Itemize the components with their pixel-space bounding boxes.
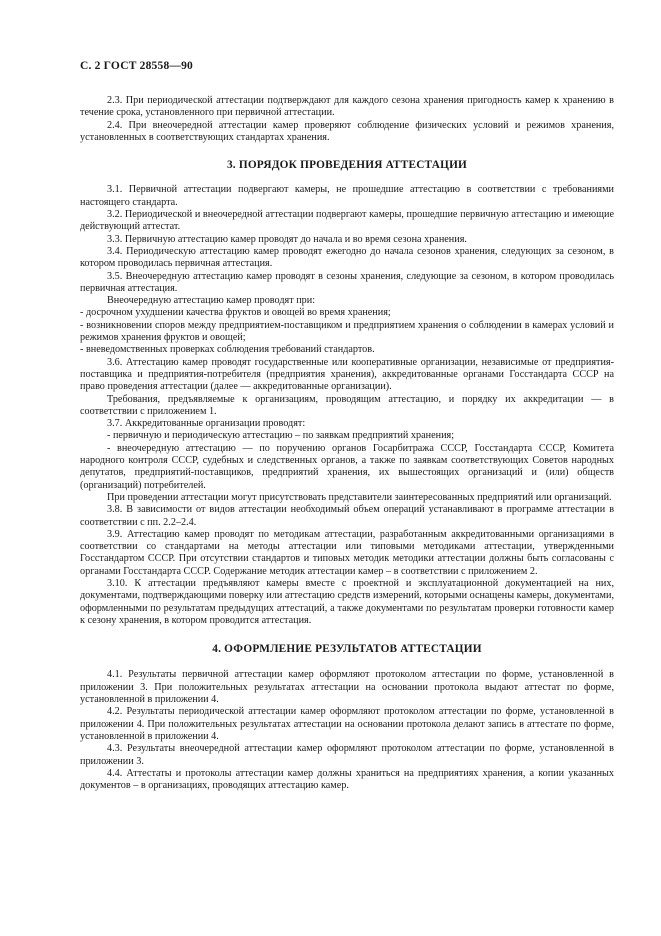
paragraph-3-5: 3.5. Внеочередную аттестацию камер проводят в сезоны хранения, следующие за сезоном, в котором проводилась первичная аттестация.	[80, 270, 614, 294]
paragraph-3-5-intro: Внеочередную аттестацию камер проводят при:	[107, 295, 316, 307]
paragraph-2-3: 2.3. При периодической аттестации подтверждают для каждого сезона хранения пригодность камер к хранению в течение срока, установленного при первичной аттестации.	[80, 95, 614, 119]
section-4-title: 4. ОФОРМЛЕНИЕ РЕЗУЛЬТАТОВ АТТЕСТАЦИИ	[212, 643, 482, 656]
document-body	[80, 95, 614, 792]
list-item: - возникновении споров между предприятием-поставщиком и предприятием хранения о соблюдении в камерах условий и режимов хранения фруктов и овощей;	[80, 319, 614, 344]
list-item: - досрочном ухудшении качества фруктов и овощей во время хранения;	[80, 307, 391, 319]
list-item: - первичную и периодическую аттестацию – по заявкам предприятий хранения;	[107, 430, 455, 442]
paragraph-3-7-note: При проведении аттестации могут присутствовать представители заинтересованных предприятий или организаций.	[107, 491, 612, 503]
paragraph-4-4: 4.4. Аттестаты и протоколы аттестации камер должны храниться на предприятиях хранения, а копии указанных документов – в организациях, проводящих аттестацию камер.	[80, 767, 614, 792]
section-3-title: 3. ПОРЯДОК ПРОВЕДЕНИЯ АТТЕСТАЦИИ	[226, 159, 468, 172]
paragraph-3-8: 3.8. В зависимости от видов аттестации необходимый объем операций устанавливают в программе аттестации в соответствии с пп. 2.2–2.4.	[80, 504, 614, 528]
paragraph-3-6: 3.6. Аттестацию камер проводят государственные или кооперативные организации, независимые от предприятия-поставщика и предприятия-потребителя (предприятия хранения), аккредитованные органами Госстандарта СССР на право проведения аттестации (далее — аккредитованные организации).	[80, 356, 614, 393]
paragraph-4-2: 4.2. Результаты периодической аттестации камер оформляют протоколом аттестации по форме, установленной в приложении 4. При положительных результатах аттестации на основании протокола делают запись в аттестате по форме, установленной в приложении 4.	[80, 706, 614, 742]
page-header: С. 2 ГОСТ 28558—90	[80, 60, 193, 72]
paragraph-3-2: 3.2. Периодической и внеочередной аттестации подвергают камеры, прошедшие первичную аттестацию и имеющие действующий аттестат.	[80, 209, 614, 233]
paragraph-3-6-requirements: Требования, предъявляемые к организациям, проводящим аттестацию, и порядку их аккредитации — в соответствии с приложением 1.	[80, 393, 614, 417]
paragraph-3-4: 3.4. Периодическую аттестацию камер проводят ежегодно до начала сезонов хранения, следующих за сезоном, в котором проводилась первичная аттестация.	[80, 245, 614, 270]
paragraph-3-1: 3.1. Первичной аттестации подвергают камеры, не прошедшие аттестацию в соответствии с требованиями настоящего стандарта.	[80, 184, 614, 208]
list-item: - внеочередную аттестацию — по поручению органов Госарбитража СССР, Госстандарта СССР, Комитета народного контроля СССР, судебных и следственных органов, а также по заявкам соответствующих Советов народных депутатов, предприятий-поставщиков, предприятий хранения, их вышестоящих организаций и (или) обществ (организаций) потребителей.	[80, 442, 614, 491]
list-item: - вневедомственных проверках соблюдения требований стандартов.	[80, 344, 375, 356]
paragraph-3-9: 3.9. Аттестацию камер проводят по методикам аттестации, разработанным аккредитованными организациями в соответствии со стандартами на методы аттестации или типовыми методиками аттестации, утвержденными Госстандартом СССР. При отсутствии стандартов и типовых методик методики аттестации должны быть согласованы с органами Госстандарта СССР. Содержание методик аттестации камер – в соответствии с приложением 2.	[80, 528, 614, 577]
paragraph-3-3: 3.3. Первичную аттестацию камер проводят до начала и во время сезона хранения.	[107, 233, 467, 245]
paragraph-3-10: 3.10. К аттестации предъявляют камеры вместе с проектной и эксплуатационной документацией на них, документами, подтверждающими поверку или аттестацию средств измерений, которыми оснащены камеры, документами, оформленными по результатам предыдущих аттестаций, а также документами по результатам проверки готовности камер к сезону хранения, в котором проводится аттестация.	[80, 577, 614, 626]
paragraph-4-1: 4.1. Результаты первичной аттестации камер оформляют протоколом аттестации по форме, установленной в приложении 3. При положительных результатах аттестации на основании протокола выдают аттестат по форме, установленной в приложении 4.	[80, 669, 614, 706]
paragraph-4-3: 4.3. Результаты внеочередной аттестации камер оформляют протоколом аттестации по форме, установленной в приложении 3.	[80, 743, 614, 767]
paragraph-3-7: 3.7. Аккредитованные организации проводят:	[107, 418, 306, 430]
paragraph-2-4: 2.4. При внеочередной аттестации камер проверяют соблюдение физических условий и режимов хранения, установленных в соответствующих стандартах хранения.	[80, 119, 614, 143]
